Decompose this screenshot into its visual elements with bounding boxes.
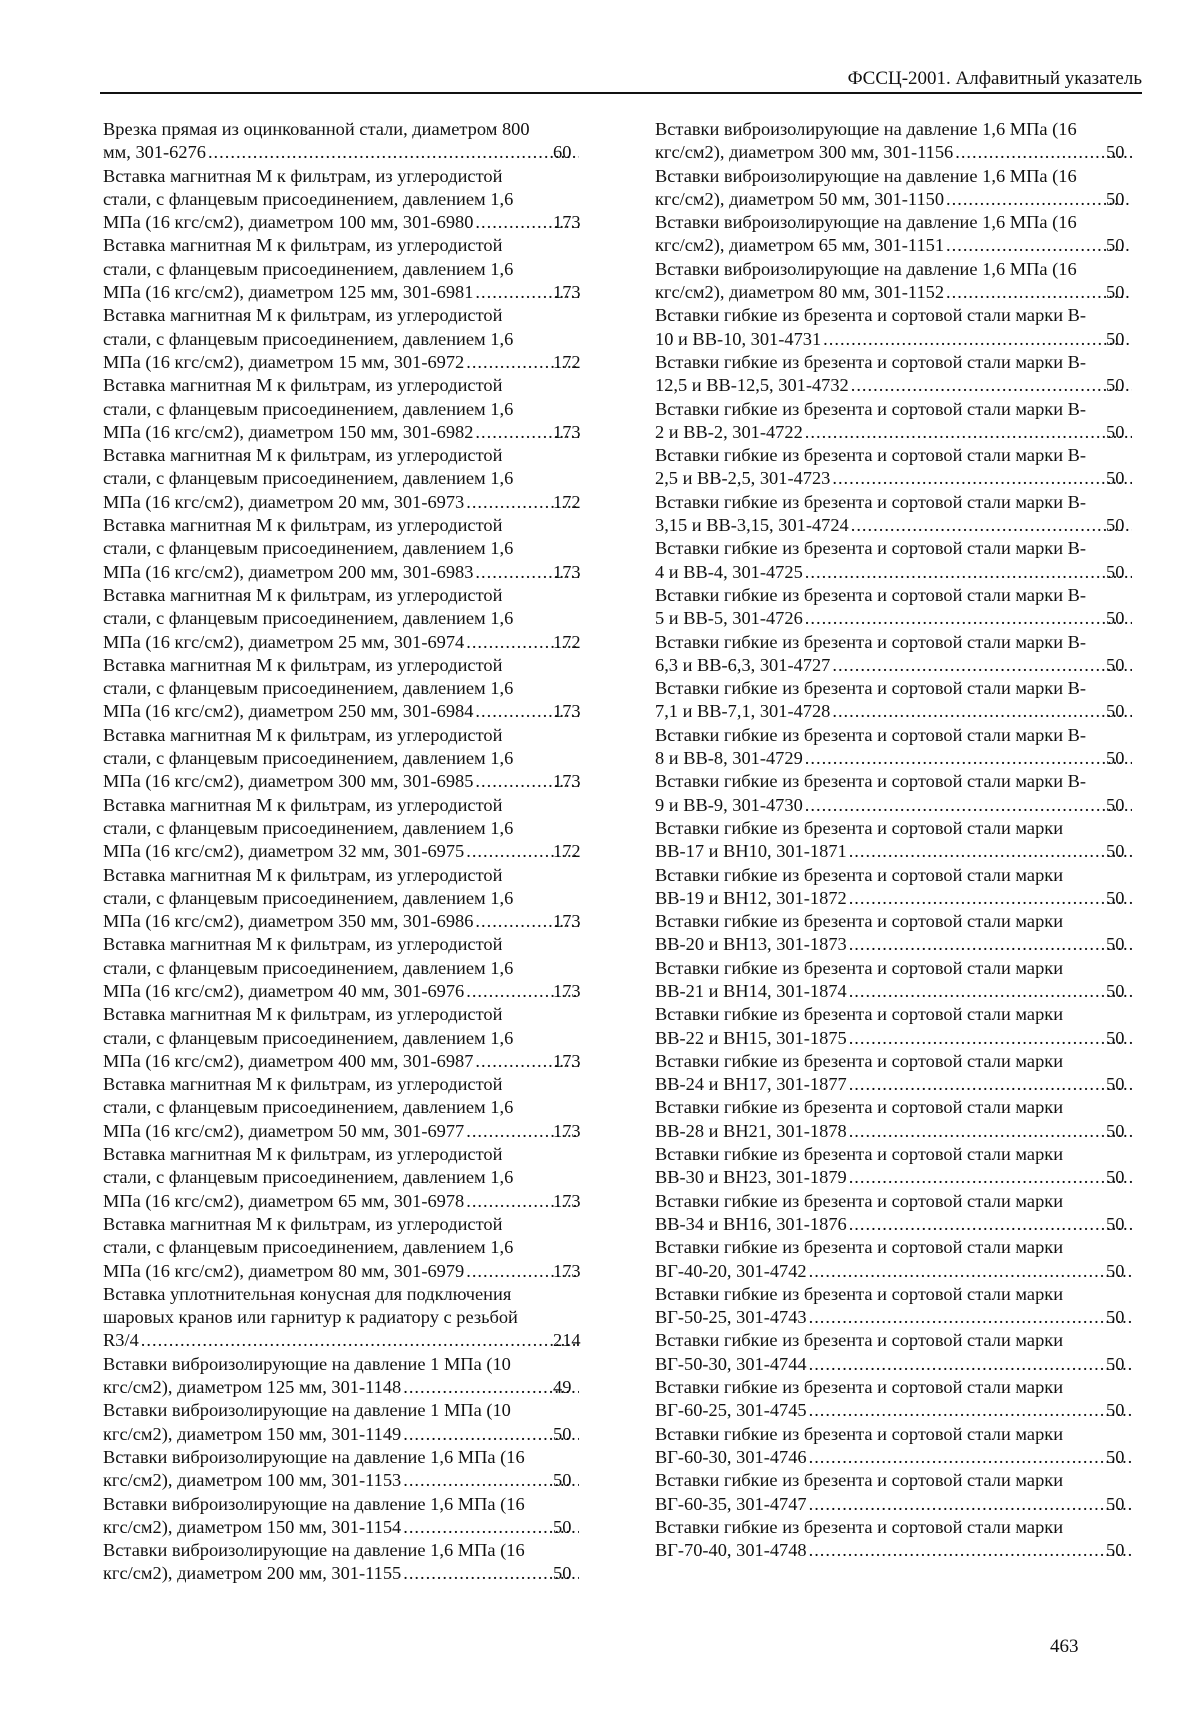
- dot-leader: [849, 1166, 1132, 1189]
- index-entry: [655, 1143, 1134, 1190]
- index-entry-text: Вставки гибкие из брезента и сортовой стали марки: [655, 864, 1064, 885]
- index-entry-last-line: МПа (16 кгс/см2), диаметром 65 мм, 301-6978 ..... 173: [131, 1190, 581, 1213]
- index-entry: [655, 118, 1134, 165]
- index-entry-text: ВВ-34 и ВН16, 301-1876: [655, 1213, 847, 1234]
- index-entry-text: 6,3 и ВВ-6,3, 301-4727: [655, 654, 831, 675]
- index-entry-last-line: МПа (16 кгс/см2), диаметром 300 мм, 301-6985 ..... 173: [131, 770, 581, 793]
- dot-leader: [849, 980, 1132, 1003]
- index-entry-last-line: МПа (16 кгс/см2), диаметром 350 мм, 301-6986 ..... 173: [131, 910, 581, 933]
- index-entry-text: Вставки виброизолирующие на давление 1,6 МПа (16: [655, 119, 1077, 139]
- dot-leader: [809, 1539, 1132, 1562]
- index-entry-last-line: МПа (16 кгс/см2), диаметром 250 мм, 301-6984 ..... 173: [131, 700, 581, 723]
- index-entry: [103, 1539, 581, 1586]
- index-entry-text: Вставки гибкие из брезента и сортовой стали марки: [655, 1516, 1064, 1537]
- index-entry: [103, 374, 581, 444]
- index-entry-last-line: 6,3 и ВВ-6,3, 301-4727 ..... 50: [683, 654, 1134, 677]
- dot-leader: [849, 840, 1132, 863]
- index-entry-text: МПа (16 кгс/см2), диаметром 80 мм, 301-6979: [103, 1260, 465, 1281]
- index-entry-text: Вставка уплотнительная конусная для подключения: [103, 1283, 512, 1304]
- index-entry-text: Вставки гибкие из брезента и сортовой стали марки: [655, 1050, 1064, 1071]
- index-entry-last-line: кгс/см2), диаметром 50 мм, 301-1150 ..... 50: [683, 188, 1134, 211]
- index-entry-last-line: кгс/см2), диаметром 125 мм, 301-1148 ..... 49: [131, 1376, 581, 1399]
- index-entry-text: Вставка магнитная М к фильтрам, из углеродистой: [103, 934, 503, 955]
- dot-leader: [832, 700, 1132, 723]
- index-entry-text: 2,5 и ВВ-2,5, 301-4723: [655, 468, 831, 489]
- index-entry-text: Вставки гибкие из брезента и сортовой стали марки: [655, 1330, 1064, 1351]
- index-entry-text: Вставки гибкие из брезента и сортовой стали марки: [655, 1470, 1064, 1491]
- index-entry-last-line: ВВ-21 и ВН14, 301-1874 ..... 50: [683, 980, 1134, 1003]
- index-column-left: [103, 118, 581, 1586]
- index-entry-last-line: 9 и ВВ-9, 301-4730 ..... 50: [683, 794, 1134, 817]
- dot-leader: [809, 1446, 1132, 1469]
- dot-leader: [851, 374, 1132, 397]
- index-entry-text: Вставки виброизолирующие на давление 1,6 МПа (16: [655, 165, 1077, 186]
- index-entry-text: Вставки гибкие из брезента и сортовой стали марки: [655, 1144, 1064, 1165]
- index-entry-text: ВГ-60-35, 301-4747: [655, 1493, 807, 1514]
- index-entry-text: МПа (16 кгс/см2), диаметром 350 мм, 301-6986: [103, 911, 474, 932]
- index-entry: [655, 770, 1134, 817]
- index-entry: [103, 1446, 581, 1493]
- index-entry-text: 5 и ВВ-5, 301-4726: [655, 608, 803, 629]
- index-entry-text: Вставки гибкие из брезента и сортовой стали марки: [655, 1283, 1064, 1304]
- index-entry-text: Вставки гибкие из брезента и сортовой стали марки В-: [655, 491, 1087, 512]
- index-entry: [103, 234, 581, 304]
- index-entry-text: Вставки виброизолирующие на давление 1,6 МПа (16: [103, 1446, 525, 1467]
- index-entry-text: Вставки гибкие из брезента и сортовой стали марки: [655, 1097, 1064, 1118]
- dot-leader: [809, 1353, 1132, 1376]
- index-entry-text: Вставки виброизолирующие на давление 1,6 МПа (16: [103, 1540, 525, 1561]
- index-entry-text: стали, с фланцевым присоединением, давлением 1,6: [103, 1237, 514, 1258]
- index-entry: [655, 584, 1134, 631]
- index-entry: [655, 1423, 1134, 1470]
- index-entry: [103, 1003, 581, 1073]
- index-entry-last-line: МПа (16 кгс/см2), диаметром 100 мм, 301-6980 ..... 173: [131, 211, 581, 234]
- index-entry-text: стали, с фланцевым присоединением, давлением 1,6: [103, 1097, 514, 1118]
- index-entry-text: Вставки гибкие из брезента и сортовой стали марки В-: [655, 305, 1087, 326]
- index-entry: [655, 351, 1134, 398]
- index-entry-last-line: ВВ-20 и ВН13, 301-1873 ..... 50: [683, 933, 1134, 956]
- dot-leader: [832, 467, 1132, 490]
- index-entry: [655, 444, 1134, 491]
- index-entry-last-line: ВГ-70-40, 301-4748 ..... 50: [683, 1539, 1134, 1562]
- index-entry: [655, 1190, 1134, 1237]
- index-entry-text: МПа (16 кгс/см2), диаметром 15 мм, 301-6972: [103, 351, 465, 372]
- index-entry-text: ВГ-50-30, 301-4744: [655, 1353, 807, 1374]
- dot-leader: [805, 561, 1132, 584]
- index-entry-text: 2 и ВВ-2, 301-4722: [655, 421, 803, 442]
- index-entry: [103, 864, 581, 934]
- index-entry-text: Вставки гибкие из брезента и сортовой стали марки В-: [655, 724, 1087, 745]
- index-entry: [103, 1493, 581, 1540]
- index-entry: [103, 444, 581, 514]
- index-entry-text: Вставки гибкие из брезента и сортовой стали марки: [655, 1423, 1064, 1444]
- index-entry-text: 7,1 и ВВ-7,1, 301-4728: [655, 701, 831, 722]
- index-entry-text: кгс/см2), диаметром 150 мм, 301-1149: [103, 1423, 402, 1444]
- index-entry-last-line: ВГ-60-35, 301-4747 ..... 50: [683, 1493, 1134, 1516]
- index-entry: [103, 165, 581, 235]
- index-entry: [103, 584, 581, 654]
- index-entry: [103, 724, 581, 794]
- index-entry-text: Вставки гибкие из брезента и сортовой стали марки: [655, 817, 1064, 838]
- index-entry-text: ВГ-60-25, 301-4745: [655, 1400, 807, 1421]
- dot-leader: [805, 421, 1132, 444]
- index-entry-text: стали, с фланцевым присоединением, давлением 1,6: [103, 1027, 514, 1048]
- index-entry-last-line: МПа (16 кгс/см2), диаметром 80 мм, 301-6979 ..... 173: [131, 1260, 581, 1283]
- index-entry-text: кгс/см2), диаметром 125 мм, 301-1148: [103, 1377, 402, 1398]
- index-entry-text: ВВ-19 и ВН12, 301-1872: [655, 887, 847, 908]
- index-entry-text: кгс/см2), диаметром 50 мм, 301-1150: [655, 188, 945, 209]
- index-entry-text: МПа (16 кгс/см2), диаметром 32 мм, 301-6975: [103, 841, 465, 862]
- index-entry-text: Вставки гибкие из брезента и сортовой стали марки: [655, 1004, 1064, 1025]
- index-entry-last-line: кгс/см2), диаметром 300 мм, 301-1156 ..... 50: [683, 141, 1134, 164]
- dot-leader: [208, 141, 579, 164]
- index-entry-text: ВГ-50-25, 301-4743: [655, 1307, 807, 1328]
- index-entry-text: ВВ-24 и ВН17, 301-1877: [655, 1074, 847, 1095]
- index-entry-text: 3,15 и ВВ-3,15, 301-4724: [655, 515, 849, 536]
- dot-leader: [849, 1213, 1132, 1236]
- page-number: 463: [1050, 1636, 1079, 1657]
- index-entry: [655, 724, 1134, 771]
- index-entry-text: Вставки гибкие из брезента и сортовой стали марки В-: [655, 678, 1087, 699]
- dot-leader: [809, 1493, 1132, 1516]
- dot-leader: [832, 654, 1132, 677]
- index-entry-text: Вставка магнитная М к фильтрам, из углеродистой: [103, 235, 503, 256]
- index-entry-text: Вставка магнитная М к фильтрам, из углеродистой: [103, 864, 503, 885]
- index-entry-text: Вставки виброизолирующие на давление 1,6 МПа (16: [655, 212, 1077, 233]
- index-entry: [655, 957, 1134, 1004]
- index-entry-text: ВВ-28 и ВН21, 301-1878: [655, 1120, 847, 1141]
- index-entry: [655, 537, 1134, 584]
- index-entry-text: 4 и ВВ-4, 301-4725: [655, 561, 803, 582]
- dot-leader: [823, 328, 1132, 351]
- index-entry-last-line: кгс/см2), диаметром 80 мм, 301-1152 ..... 50: [683, 281, 1134, 304]
- dot-leader: [849, 887, 1132, 910]
- index-entry-text: Вставка магнитная М к фильтрам, из углеродистой: [103, 794, 503, 815]
- index-entry-text: стали, с фланцевым присоединением, давлением 1,6: [103, 608, 514, 629]
- index-entry-last-line: МПа (16 кгс/см2), диаметром 400 мм, 301-6987 ..... 173: [131, 1050, 581, 1073]
- index-entry-text: кгс/см2), диаметром 100 мм, 301-1153: [103, 1470, 402, 1491]
- index-entry-text: МПа (16 кгс/см2), диаметром 125 мм, 301-6981: [103, 282, 474, 303]
- dot-leader: [849, 1120, 1132, 1143]
- index-entry-text: МПа (16 кгс/см2), диаметром 300 мм, 301-6985: [103, 771, 474, 792]
- dot-leader: [141, 1329, 579, 1352]
- index-entry-last-line: МПа (16 кгс/см2), диаметром 25 мм, 301-6974 ..... 172: [131, 631, 581, 654]
- index-entry: [103, 1213, 581, 1283]
- index-entry: [103, 1073, 581, 1143]
- index-entry-last-line: ВГ-60-25, 301-4745 ..... 50: [683, 1399, 1134, 1422]
- index-entry: [103, 654, 581, 724]
- index-entry-text: стали, с фланцевым присоединением, давлением 1,6: [103, 1167, 514, 1188]
- dot-leader: [946, 281, 1132, 304]
- index-entry-text: шаровых кранов или гарнитур к радиатору с резьбой: [103, 1307, 518, 1328]
- index-entry: [655, 677, 1134, 724]
- index-entry-last-line: кгс/см2), диаметром 200 мм, 301-1155 ..... 50: [131, 1562, 581, 1585]
- dot-leader: [946, 188, 1132, 211]
- index-entry-last-line: кгс/см2), диаметром 100 мм, 301-1153 ..... 50: [131, 1469, 581, 1492]
- index-entry-last-line: 5 и ВВ-5, 301-4726 ..... 50: [683, 607, 1134, 630]
- index-entry: [655, 165, 1134, 212]
- dot-leader: [849, 1073, 1132, 1096]
- index-entry-text: кгс/см2), диаметром 150 мм, 301-1154: [103, 1516, 402, 1537]
- index-entry-text: Вставки виброизолирующие на давление 1,6 МПа (16: [103, 1493, 525, 1514]
- index-entry-last-line: МПа (16 кгс/см2), диаметром 20 мм, 301-6973 ..... 172: [131, 491, 581, 514]
- index-entry-text: Вставки виброизолирующие на давление 1,6 МПа (16: [655, 258, 1077, 279]
- index-entry-last-line: МПа (16 кгс/см2), диаметром 125 мм, 301-6981 ..... 173: [131, 281, 581, 304]
- header-rule: [100, 92, 1142, 94]
- index-entry-last-line: ВВ-17 и ВН10, 301-1871 ..... 50: [683, 840, 1134, 863]
- index-entry-text: Вставка магнитная М к фильтрам, из углеродистой: [103, 1074, 503, 1095]
- index-entry: [655, 258, 1134, 305]
- index-entry-text: кгс/см2), диаметром 80 мм, 301-1152: [655, 282, 945, 303]
- index-entry-text: Вставки виброизолирующие на давление 1 МПа (10: [103, 1353, 511, 1374]
- index-entry-text: мм, 301-6276: [103, 142, 206, 163]
- index-entry-text: ВВ-21 и ВН14, 301-1874: [655, 980, 847, 1001]
- index-entry-last-line: ВВ-24 и ВН17, 301-1877 ..... 50: [683, 1073, 1134, 1096]
- index-entry-last-line: кгс/см2), диаметром 150 мм, 301-1154 ..... 50: [131, 1516, 581, 1539]
- index-entry: [103, 118, 581, 165]
- index-entry-text: МПа (16 кгс/см2), диаметром 100 мм, 301-6980: [103, 212, 474, 233]
- index-entry-last-line: МПа (16 кгс/см2), диаметром 200 мм, 301-6983 ..... 173: [131, 561, 581, 584]
- index-entry-text: стали, с фланцевым присоединением, давлением 1,6: [103, 538, 514, 559]
- index-entry-last-line: ВГ-40-20, 301-4742 ..... 50: [683, 1260, 1134, 1283]
- index-entry-text: кгс/см2), диаметром 200 мм, 301-1155: [103, 1563, 402, 1584]
- index-entry-text: стали, с фланцевым присоединением, давлением 1,6: [103, 748, 514, 769]
- index-entry-text: Вставки гибкие из брезента и сортовой стали марки: [655, 1237, 1064, 1258]
- index-entry-text: Вставки гибкие из брезента и сортовой стали марки: [655, 957, 1064, 978]
- index-entry-text: МПа (16 кгс/см2), диаметром 65 мм, 301-6978: [103, 1190, 465, 1211]
- index-entry-text: 8 и ВВ-8, 301-4729: [655, 748, 803, 769]
- index-entry-text: Вставки гибкие из брезента и сортовой стали марки В-: [655, 445, 1087, 466]
- index-entry-last-line: 12,5 и ВВ-12,5, 301-4732 ..... 50: [683, 374, 1134, 397]
- index-entry-text: Вставки гибкие из брезента и сортовой стали марки В-: [655, 584, 1087, 605]
- index-entry-text: Вставки виброизолирующие на давление 1 МПа (10: [103, 1400, 511, 1421]
- index-entry-text: МПа (16 кгс/см2), диаметром 40 мм, 301-6976: [103, 980, 465, 1001]
- index-entry-text: Вставка магнитная М к фильтрам, из углеродистой: [103, 305, 503, 326]
- index-entry-text: ВВ-17 и ВН10, 301-1871: [655, 841, 847, 862]
- index-entry-text: Вставка магнитная М к фильтрам, из углеродистой: [103, 584, 503, 605]
- index-entry: [655, 1516, 1134, 1563]
- index-entry: [655, 864, 1134, 911]
- index-entry-text: Вставка магнитная М к фильтрам, из углеродистой: [103, 165, 503, 186]
- index-entry-last-line: кгс/см2), диаметром 65 мм, 301-1151 ..... 50: [683, 234, 1134, 257]
- index-entry: [655, 1283, 1134, 1330]
- index-entry-text: МПа (16 кгс/см2), диаметром 250 мм, 301-6984: [103, 701, 474, 722]
- dot-leader: [809, 1260, 1132, 1283]
- index-entry-text: Вставки гибкие из брезента и сортовой стали марки В-: [655, 398, 1087, 419]
- index-entry-text: 9 и ВВ-9, 301-4730: [655, 794, 803, 815]
- index-entry-text: Вставка магнитная М к фильтрам, из углеродистой: [103, 445, 503, 466]
- index-entry-last-line: 10 и ВВ-10, 301-4731 ..... 50: [683, 328, 1134, 351]
- index-entry-last-line: ВВ-19 и ВН12, 301-1872 ..... 50: [683, 887, 1134, 910]
- index-entry-last-line: ВГ-50-25, 301-4743 ..... 50: [683, 1306, 1134, 1329]
- index-entry: [655, 1236, 1134, 1283]
- index-entry-last-line: МПа (16 кгс/см2), диаметром 150 мм, 301-6982 ..... 173: [131, 421, 581, 444]
- index-entry: [103, 933, 581, 1003]
- index-entry-text: ВВ-22 и ВН15, 301-1875: [655, 1027, 847, 1048]
- index-entry: [655, 1050, 1134, 1097]
- index-entry-last-line: 7,1 и ВВ-7,1, 301-4728 ..... 50: [683, 700, 1134, 723]
- index-entry-text: ВВ-30 и ВН23, 301-1879: [655, 1167, 847, 1188]
- dot-leader: [851, 514, 1132, 537]
- index-entry-text: кгс/см2), диаметром 300 мм, 301-1156: [655, 142, 954, 163]
- index-entry: [655, 304, 1134, 351]
- index-entry-last-line: 8 и ВВ-8, 301-4729 ..... 50: [683, 747, 1134, 770]
- index-entry: [655, 1376, 1134, 1423]
- index-entry: [103, 514, 581, 584]
- index-entry-text: стали, с фланцевым присоединением, давлением 1,6: [103, 957, 514, 978]
- index-entry-text: стали, с фланцевым присоединением, давлением 1,6: [103, 258, 514, 279]
- dot-leader: [805, 747, 1132, 770]
- index-entry-text: Вставка магнитная М к фильтрам, из углеродистой: [103, 654, 503, 675]
- index-entry-text: ВГ-70-40, 301-4748: [655, 1540, 807, 1561]
- index-entry-text: МПа (16 кгс/см2), диаметром 25 мм, 301-6974: [103, 631, 465, 652]
- index-entry-last-line: 2 и ВВ-2, 301-4722 ..... 50: [683, 421, 1134, 444]
- index-entry-text: кгс/см2), диаметром 65 мм, 301-1151: [655, 235, 945, 256]
- index-entry-text: Вставки гибкие из брезента и сортовой стали марки: [655, 1190, 1064, 1211]
- index-entry-text: Вставки гибкие из брезента и сортовой стали марки В-: [655, 538, 1087, 559]
- index-entry-text: Вставка магнитная М к фильтрам, из углеродистой: [103, 724, 503, 745]
- index-entry-text: МПа (16 кгс/см2), диаметром 50 мм, 301-6977: [103, 1120, 465, 1141]
- index-entry-text: стали, с фланцевым присоединением, давлением 1,6: [103, 887, 514, 908]
- index-entry-text: Вставка магнитная М к фильтрам, из углеродистой: [103, 1144, 503, 1165]
- index-entry-text: стали, с фланцевым присоединением, давлением 1,6: [103, 678, 514, 699]
- index-entry-text: ВГ-40-20, 301-4742: [655, 1260, 807, 1281]
- index-entry-text: 10 и ВВ-10, 301-4731: [655, 328, 822, 349]
- index-entry-last-line: ВВ-34 и ВН16, 301-1876 ..... 50: [683, 1213, 1134, 1236]
- index-entry: [655, 910, 1134, 957]
- index-column-right: [655, 118, 1134, 1562]
- index-entry-text: Вставки гибкие из брезента и сортовой стали марки: [655, 911, 1064, 932]
- index-entry-last-line: 3,15 и ВВ-3,15, 301-4724 ..... 50: [683, 514, 1134, 537]
- index-entry: [103, 1353, 581, 1400]
- index-entry-last-line: МПа (16 кгс/см2), диаметром 15 мм, 301-6972 ..... 172: [131, 351, 581, 374]
- index-entry-last-line: ВГ-50-30, 301-4744 ..... 50: [683, 1353, 1134, 1376]
- index-entry-last-line: ВВ-30 и ВН23, 301-1879 ..... 50: [683, 1166, 1134, 1189]
- index-entry-last-line: МПа (16 кгс/см2), диаметром 40 мм, 301-6976 ..... 173: [131, 980, 581, 1003]
- index-entry: [655, 817, 1134, 864]
- dot-leader: [809, 1306, 1132, 1329]
- index-entry-text: Вставки гибкие из брезента и сортовой стали марки В-: [655, 351, 1087, 372]
- index-entry: [655, 211, 1134, 258]
- index-entry: [655, 1003, 1134, 1050]
- index-entry: [655, 1096, 1134, 1143]
- index-entry-text: МПа (16 кгс/см2), диаметром 200 мм, 301-6983: [103, 561, 474, 582]
- index-entry-text: стали, с фланцевым присоединением, давлением 1,6: [103, 817, 514, 838]
- index-entry-text: Вставки гибкие из брезента и сортовой стали марки: [655, 1377, 1064, 1398]
- index-entry-text: R3/4: [103, 1330, 139, 1351]
- index-entry-last-line: МПа (16 кгс/см2), диаметром 50 мм, 301-6977 ..... 173: [131, 1120, 581, 1143]
- index-entry-last-line: R3/4 ..... 214: [131, 1329, 581, 1352]
- index-entry-text: Вставка магнитная М к фильтрам, из углеродистой: [103, 1213, 503, 1234]
- index-entry: [103, 1143, 581, 1213]
- index-entry-last-line: кгс/см2), диаметром 150 мм, 301-1149 ..... 50: [131, 1423, 581, 1446]
- dot-leader: [805, 794, 1132, 817]
- index-entry-last-line: ВГ-60-30, 301-4746 ..... 50: [683, 1446, 1134, 1469]
- index-entry-text: ВВ-20 и ВН13, 301-1873: [655, 934, 847, 955]
- index-entry-text: стали, с фланцевым присоединением, давлением 1,6: [103, 188, 514, 209]
- dot-leader: [849, 933, 1132, 956]
- index-entry-text: стали, с фланцевым присоединением, давлением 1,6: [103, 328, 514, 349]
- index-entry-text: Вставки гибкие из брезента и сортовой стали марки В-: [655, 771, 1087, 792]
- index-entry: [655, 1469, 1134, 1516]
- index-entry-text: МПа (16 кгс/см2), диаметром 150 мм, 301-6982: [103, 421, 474, 442]
- index-entry-text: Вставка магнитная М к фильтрам, из углеродистой: [103, 515, 503, 536]
- index-entry-text: ВГ-60-30, 301-4746: [655, 1446, 807, 1467]
- index-entry-text: МПа (16 кгс/см2), диаметром 400 мм, 301-6987: [103, 1050, 474, 1071]
- index-entry-last-line: мм, 301-6276 ..... 60: [131, 141, 581, 164]
- index-entry: [655, 491, 1134, 538]
- index-entry-last-line: 2,5 и ВВ-2,5, 301-4723 ..... 50: [683, 467, 1134, 490]
- index-entry: [103, 304, 581, 374]
- index-entry-text: стали, с фланцевым присоединением, давлением 1,6: [103, 398, 514, 419]
- index-entry-text: Вставка магнитная М к фильтрам, из углеродистой: [103, 1004, 503, 1025]
- index-entry: [103, 794, 581, 864]
- index-entry: [103, 1399, 581, 1446]
- dot-leader: [849, 1027, 1132, 1050]
- index-entry: [655, 631, 1134, 678]
- index-entry-text: Врезка прямая из оцинкованной стали, диаметром 800: [103, 119, 530, 139]
- index-entry: [103, 1283, 581, 1353]
- dot-leader: [946, 234, 1132, 257]
- index-entry-last-line: МПа (16 кгс/см2), диаметром 32 мм, 301-6975 ..... 172: [131, 840, 581, 863]
- index-entry-last-line: 4 и ВВ-4, 301-4725 ..... 50: [683, 561, 1134, 584]
- index-entry-text: МПа (16 кгс/см2), диаметром 20 мм, 301-6973: [103, 491, 465, 512]
- dot-leader: [805, 607, 1132, 630]
- index-entry: [655, 398, 1134, 445]
- index-entry-text: Вставка магнитная М к фильтрам, из углеродистой: [103, 375, 503, 396]
- dot-leader: [809, 1399, 1132, 1422]
- index-entry-last-line: ВВ-28 и ВН21, 301-1878 ..... 50: [683, 1120, 1134, 1143]
- index-entry-text: стали, с фланцевым присоединением, давлением 1,6: [103, 468, 514, 489]
- index-entry-text: 12,5 и ВВ-12,5, 301-4732: [655, 375, 849, 396]
- index-entry: [655, 1329, 1134, 1376]
- running-header: ФССЦ-2001. Алфавитный указатель: [847, 68, 1142, 89]
- index-entry-text: Вставки гибкие из брезента и сортовой стали марки В-: [655, 631, 1087, 652]
- index-entry-last-line: ВВ-22 и ВН15, 301-1875 ..... 50: [683, 1027, 1134, 1050]
